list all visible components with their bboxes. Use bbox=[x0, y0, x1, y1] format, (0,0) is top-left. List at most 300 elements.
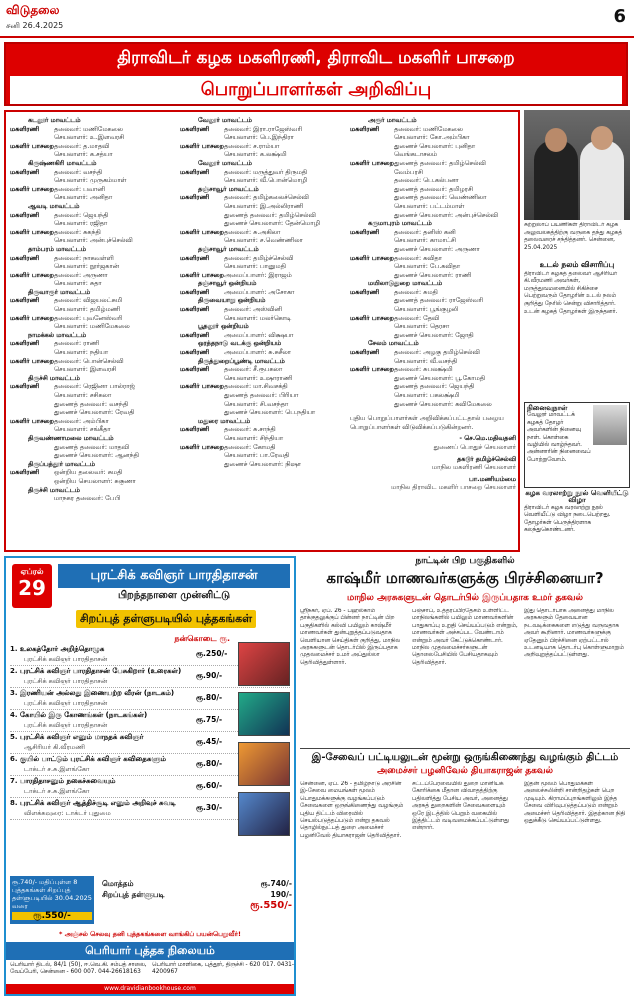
office-bearer: துணைச் செயலாளர்: ஆனந்தி bbox=[54, 451, 139, 460]
office-bearer: செயலாளர்: மலர்கொடி bbox=[224, 313, 292, 322]
list-item bbox=[10, 382, 176, 391]
signatory-title: துணைப் பொதுச் செயலாளர் bbox=[433, 442, 516, 451]
wing-label: மகளிரணி bbox=[10, 167, 40, 176]
office-bearer-lists bbox=[4, 110, 520, 552]
office-bearer: அமைப்பாளர்: இராஜம் bbox=[224, 270, 292, 279]
office-bearer: செயலாளர்: சங்கீதா bbox=[54, 425, 111, 434]
list-item bbox=[350, 357, 516, 366]
shop-address-2: பெரியார் மாளிகை, புத்தூர், திருச்சி - 620 017. 0431-4200967 bbox=[152, 962, 294, 976]
list-item bbox=[350, 365, 516, 374]
list-item bbox=[350, 391, 516, 400]
district-heading: கிருஷ்ணகிரி மாவட்டம் bbox=[28, 158, 97, 167]
wing-label: மகளிரணி bbox=[180, 365, 210, 374]
wing-label bbox=[10, 193, 54, 202]
news-photo bbox=[524, 110, 630, 220]
wing-label: மகளிர் பாசறை bbox=[180, 442, 224, 451]
book-number: 6. bbox=[10, 755, 18, 763]
list-item bbox=[10, 228, 176, 237]
wing-label bbox=[180, 408, 224, 417]
wing-label: மகளிர் பாசறை bbox=[10, 227, 54, 236]
list-item bbox=[180, 314, 346, 323]
signatory-name: பா.மணியம்மை bbox=[469, 474, 516, 483]
list-item bbox=[10, 176, 176, 185]
office-bearer: செயலாளர்: தமிழ்மணி bbox=[54, 305, 121, 314]
office-bearer: செயலாளர்: பட்டம்மாள் bbox=[394, 201, 465, 210]
book-author: விளக்கவுரை: டாக்டர் புதுமை bbox=[24, 809, 111, 817]
office-bearer: தலைவர்: சுமதி bbox=[394, 287, 438, 296]
list-item bbox=[350, 168, 516, 177]
book-title: இரணியன் அல்லது இணையற்ற வீரன் (நாடகம்) bbox=[20, 689, 175, 697]
wing-label bbox=[350, 245, 394, 254]
book-cover bbox=[238, 792, 290, 836]
office-bearer: செயலாளர்: அனிதா bbox=[54, 193, 113, 202]
wing-label bbox=[180, 434, 224, 443]
office-bearer: செயலாளர்: பூங்குழலி bbox=[394, 305, 459, 314]
office-bearer: தலைவர்: அருணா bbox=[54, 270, 108, 279]
office-bearer: துணைச் செயலாளர்: நிஷா bbox=[224, 459, 301, 468]
office-bearer: துணைத் தலைவர்: தமிழ்செல்வி bbox=[394, 158, 486, 167]
book-advertisement bbox=[4, 556, 296, 996]
ad-offer-title: சிறப்புத் தள்ளுபடியில் புத்தகங்கள் bbox=[76, 610, 256, 628]
wing-label: மகளிர் பாசறை bbox=[350, 313, 394, 322]
wing-label bbox=[10, 494, 54, 503]
book-author: ஆசிரியர் கி.வீரமணி bbox=[24, 743, 85, 751]
wing-label bbox=[180, 236, 224, 245]
list-item bbox=[350, 228, 516, 237]
ad-notice: * அஞ்சல் செலவு தனி புத்தகங்களை வாங்கிப் பயன்பெறுவீர்! bbox=[59, 930, 241, 938]
list-item bbox=[180, 228, 346, 237]
book-number: 7. bbox=[10, 777, 18, 785]
list-item bbox=[10, 193, 176, 202]
list-item bbox=[350, 382, 516, 391]
news-column: இது தொடர்பாக அனைத்து மாநில அரசுகளும் தேவையான நடவடிக்கைகளை எடுத்து வருவதாக அவர் கூறினார். மாணவர்களுக்கு ஏதேனும் பிரச்சினை ஏற்பட்டால் உடனடியாக தொடர்பு கொள்ளுமாறும் அறிவுறுத்தப்பட்டுள்ளது. bbox=[524, 608, 624, 659]
book-number: 4. bbox=[10, 711, 18, 719]
wing-label bbox=[350, 211, 394, 220]
list-item bbox=[10, 142, 176, 151]
obituary-title: நினைவுநாள் bbox=[527, 404, 568, 412]
office-bearer: தலைவர்: சுகந்தி bbox=[54, 227, 101, 236]
wing-label bbox=[10, 236, 54, 245]
district-heading: ஒரத்தநாடு வடக்கு ஒன்றியம் bbox=[198, 339, 282, 348]
office-bearer: வேம்பரசி bbox=[394, 167, 423, 176]
office-bearer: தலைவர்: ஜெயந்தி bbox=[54, 210, 109, 219]
list-item bbox=[350, 305, 516, 314]
wing-label: மகளிரணி bbox=[10, 253, 40, 262]
wing-label bbox=[350, 271, 394, 280]
office-bearer: செயலாளர்: சி.வசந்தா bbox=[224, 399, 289, 408]
district-heading: சேலம் மாவட்டம் bbox=[368, 339, 419, 348]
list-item bbox=[180, 202, 346, 211]
list-item bbox=[350, 150, 516, 159]
list-item bbox=[350, 331, 516, 340]
wing-label bbox=[350, 305, 394, 314]
list-item bbox=[10, 254, 176, 263]
total-label: மொத்தம் bbox=[102, 879, 134, 888]
news-body bbox=[300, 608, 630, 746]
wing-label: மகளிரணி bbox=[10, 382, 40, 391]
list-item bbox=[350, 374, 516, 383]
list-item bbox=[350, 193, 516, 202]
wing-label bbox=[10, 408, 54, 417]
ad-date-badge bbox=[12, 564, 52, 608]
list-column-3 bbox=[350, 116, 516, 548]
wing-label bbox=[180, 133, 224, 142]
book-author: புரட்சிக் கவிஞர் பாரதிதாசன் bbox=[24, 699, 108, 707]
district-heading: வேலூர் மாவட்டம் bbox=[198, 116, 252, 124]
list-item bbox=[10, 211, 176, 220]
news-headline-2: இ-சேவைப் பட்டியலுடன் மூன்று ஒருங்கிணைந்து வழங்கும் திட்டம் bbox=[300, 748, 630, 764]
office-bearer: துணைச் செயலாளர்: புனிதா bbox=[394, 141, 476, 150]
book-price: ரூ.30/- bbox=[196, 803, 223, 812]
list-item bbox=[180, 288, 346, 297]
wing-label bbox=[350, 202, 394, 211]
office-bearer: ஒன்றிய தலைவர்: சுமதி bbox=[54, 468, 123, 477]
book-title: புரட்சிக் கவிஞர் ஆத்திச்சூடி எனும் அறிவுச் சுவடி bbox=[20, 799, 176, 807]
list-item bbox=[350, 211, 516, 220]
list-item bbox=[180, 460, 346, 469]
list-item bbox=[180, 262, 346, 271]
office-bearer: ஒன்றிய செயலாளர்: சுகுணா bbox=[54, 476, 136, 485]
total-value: ரூ.740/- bbox=[260, 879, 292, 888]
signatory-name: தகடூர் தமிழ்ச்செல்வி bbox=[457, 454, 516, 463]
office-bearer: தலைவர்: சீ.ரூபகலா bbox=[224, 365, 283, 374]
office-bearer: செயலாளர்: வீ.வசந்தி bbox=[394, 356, 458, 365]
list-item bbox=[180, 382, 346, 391]
office-bearer: தலைவர்: தனிஸ் கனி bbox=[394, 227, 456, 236]
news-column: ஸ்ரீநகர், ஏப். 26 - பஹல்காம் தாக்குதலுக்குப் பின்னர் நாட்டின் பிற பகுதிகளில் கல்வி பயிலும் காஷ்மீர் மாணவர்கள் துன்புறுத்தப்படுவதாக வெளியான செய்திகள் குறித்து, மாநில அரசுகளுடன் தொடர்பில் இருப்பதாக முதலமைச்சர் உமர் அப்துல்லா தெரிவித்துள்ளார். bbox=[300, 608, 401, 666]
office-bearer: செயலாளர்: ச.வெண்ணிலா bbox=[224, 236, 303, 245]
wing-label: மகளிர் பாசறை bbox=[10, 270, 54, 279]
news-kicker: நாட்டின் பிற பகுதிகளில் bbox=[415, 556, 515, 566]
list-item bbox=[350, 322, 516, 331]
list-item bbox=[350, 176, 516, 185]
wing-label: மகளிர் பாசறை bbox=[180, 141, 224, 150]
wing-label: மகளிரணி bbox=[10, 339, 40, 348]
wing-label: மகளிர் பாசறை bbox=[180, 382, 224, 391]
wing-label: மகளிரணி bbox=[180, 124, 210, 133]
wing-label: மகளிரணி bbox=[10, 296, 40, 305]
list-item bbox=[180, 236, 346, 245]
office-bearer: துணைச் செயலாளர்: அருணா bbox=[394, 244, 480, 253]
list-item bbox=[350, 254, 516, 263]
office-bearer: செயலாளர்: நூர்ஜகான் bbox=[54, 262, 119, 271]
district-heading: திருவாரூர் மாவட்டம் bbox=[28, 287, 91, 296]
offer-price: ரூ.550/- bbox=[12, 912, 92, 920]
wing-label bbox=[10, 279, 54, 288]
office-bearer: அமைப்பாளர்: சு.சுசீலா bbox=[224, 348, 291, 357]
wing-label bbox=[350, 150, 394, 159]
office-bearer: செயலாளர்: சுதா bbox=[54, 279, 102, 288]
obituary-text: வேலூர் மாவட்டக் கழகத் தோழர் அவர்களின் நினைவு நாள். கொள்கை வழியில் வாழ்ந்தவர். அன்னாரின் நினைவைப் போற்றுவோம். bbox=[527, 412, 591, 463]
list-column-1 bbox=[10, 116, 176, 548]
wing-label: மகளிர் பாசறை bbox=[350, 365, 394, 374]
final-price: ரூ.550/- bbox=[250, 900, 292, 911]
wing-label: மகளிரணி bbox=[10, 210, 40, 219]
office-bearer: தலைவர்: மணிமேகலை bbox=[54, 124, 123, 133]
news-column: இதன் மூலம் பொதுமக்கள் அலைச்சலின்றி சான்றிதழ்கள் பெற முடியும். கிராமப்புறங்களிலும் இந்த சேவை விரிவுபடுத்தப்படும் என்றும் அமைச்சர் தெரிவித்தார். இதற்கான நிதி ஒதுக்கீடு செய்யப்பட்டுள்ளது. bbox=[524, 781, 626, 825]
office-bearer: துணைத் தலைவர்: வெண்ணிலா bbox=[394, 193, 487, 202]
wing-label: மகளிர் பாசறை bbox=[180, 270, 224, 279]
office-bearer: தலைவர்: அஸ்வினி bbox=[224, 305, 283, 314]
signatory-name: - செ.மெ.மதிவதனி bbox=[459, 434, 516, 443]
wing-label bbox=[350, 262, 394, 271]
book-number: 5. bbox=[10, 733, 18, 741]
district-heading: மயிலாடுதுறை மாவட்டம் bbox=[368, 279, 443, 288]
office-bearer: செயலாளர்: அன்புச்செல்வி bbox=[54, 236, 133, 245]
list-item bbox=[10, 425, 176, 434]
news-subheadline: மாநில அரசுகளுடன் தொடர்பில் இருப்பதாக உமர் தகவல் bbox=[346, 593, 584, 603]
discount-value: 190/- bbox=[270, 890, 292, 899]
office-bearer: செயலாளர்: மணிமேகலை bbox=[54, 322, 130, 331]
side-news bbox=[524, 222, 630, 316]
office-bearer: தலைவர்: கவிதா bbox=[394, 253, 443, 262]
office-bearer: துணைத் தலைவர்: தமிழரசி bbox=[394, 184, 473, 193]
offer-text: ரூ.740/- மதிப்புள்ள 8 புத்தகங்கள் சிறப்புத் தள்ளுபடியில் 30.04.2025 வரை bbox=[12, 878, 92, 910]
wing-label bbox=[10, 176, 54, 185]
book-author: புரட்சிக் கவிஞர் பாரதிதாசன் bbox=[24, 677, 108, 685]
news-column: பஞ்சாப், உத்தரப்பிரதேசம் உள்ளிட்ட மாநிலங்களில் பயிலும் மாணவர்களின் பாதுகாப்பு உறுதி செய்யப்படும் என்றும், மாணவர்கள் அச்சப்பட வேண்டாம் என்றும் அவர் கேட்டுக்கொண்டார். மாநில முதலமைச்சர்களுடன் தொலைபேசியில் பேசியதாகவும் தெரிவித்தார். bbox=[412, 608, 518, 666]
news-column: சட்டப்பேரவையில் துறை மானியக் கோரிக்கை மீதான விவாதத்திற்கு பதிலளித்து பேசிய அவர், அனைத்து அரசுத் துறைகளின் சேவைகளையும் ஒரே இடத்தில் பெறும் வகையில் இத்திட்டம் வடிவமைக்கப்பட்டுள்ளது என்றார். bbox=[412, 781, 510, 832]
list-item bbox=[180, 425, 346, 434]
book-number: 8. bbox=[10, 799, 18, 807]
list-item bbox=[350, 262, 516, 271]
book-author: டாக்டர் ச.சு.இளங்கோ bbox=[24, 765, 90, 773]
list-item bbox=[180, 133, 346, 142]
office-bearer: தலைவர்: வசந்தி bbox=[54, 167, 103, 176]
list-item bbox=[350, 296, 516, 305]
wing-label: மகளிரணி bbox=[180, 425, 210, 434]
wing-label: மகளிரணி bbox=[350, 124, 380, 133]
list-item bbox=[180, 408, 346, 417]
list-item bbox=[10, 305, 176, 314]
list-item bbox=[10, 339, 176, 348]
office-bearer: தலைவர்: மா.சிவசக்தி bbox=[224, 382, 288, 391]
office-bearer: தலைவர்: பெ.கல்பனா bbox=[394, 176, 459, 185]
office-bearer: துணைச் செயலாளர்: ரேவதி bbox=[54, 408, 135, 417]
office-bearer: துணைச் செயலாளர்: கவிமேகலை bbox=[394, 399, 492, 408]
district-heading: ஆவடி மாவட்டம் bbox=[28, 201, 80, 210]
office-bearer: தலைவர்: அம்பிகா bbox=[54, 416, 109, 425]
office-bearer: தலைவர்: இரா.ராஜேஸ்வரி bbox=[224, 124, 303, 133]
book-covers bbox=[238, 642, 290, 842]
office-bearer: தலைவர்: தேவி bbox=[394, 313, 440, 322]
wing-label bbox=[180, 219, 224, 228]
side-paragraph-2: திராவிடர் கழக வரலாற்று நூல் வெளியீட்டு விழா நடைபெற்றது. தோழர்கள் பெருந்திரளாக கலந்துகொண்டனர். bbox=[524, 504, 611, 534]
list-item bbox=[10, 468, 176, 477]
shop-address-1: பெரியார் திடல், 84/1 (50), ஈ.வெ.கி. சம்பத் சாலை, வேப்பேரி, சென்னை - 600 007. 044-26618163 bbox=[10, 962, 147, 976]
photo-caption: சுற்றுலாப் பயணிகள் திராவிடர் கழக அலுவலகத்திற்கு வருகை தந்து கழகத் தலைவரைச் சந்தித்தனர். சென்னை, 25.04.2025 bbox=[524, 222, 623, 251]
district-heading: நாமக்கல் மாவட்டம் bbox=[28, 330, 87, 339]
wing-label bbox=[180, 314, 224, 323]
ad-subtitle: பிறந்தநாளை முன்னிட்டு bbox=[117, 590, 231, 601]
wing-label: மகளிரணி bbox=[10, 124, 40, 133]
wing-label bbox=[10, 425, 54, 434]
book-author: டாக்டர் ச.சு.இளங்கோ bbox=[24, 787, 90, 795]
office-bearer: செயலாளர்: க.சத்யா bbox=[54, 150, 113, 159]
book-price: ரூ.80/- bbox=[196, 693, 223, 702]
wing-label bbox=[10, 477, 54, 486]
shop-addresses bbox=[10, 962, 294, 976]
wing-label bbox=[10, 150, 54, 159]
office-bearer: செயலாளர்: க.லக்ஷ்மி bbox=[224, 150, 287, 159]
masthead bbox=[0, 0, 634, 38]
book-cover bbox=[238, 692, 290, 736]
district-heading: பூதலூர் ஒன்றியம் bbox=[198, 322, 249, 331]
office-bearer: தலைவர்: விஜயலட்சுமி bbox=[54, 296, 123, 305]
list-item bbox=[10, 219, 176, 228]
book-author: புரட்சிக் கவிஞர் பாரதிதாசன் bbox=[24, 655, 108, 663]
side-heading-2: கழக வரலாற்று நூல் வெளியீட்டு விழா bbox=[525, 490, 629, 505]
office-bearer: தலைவர்: பொன்செல்வி bbox=[54, 356, 124, 365]
list-item bbox=[10, 357, 176, 366]
office-bearer: தலைவர்: தமிழ்ச்செல்வி bbox=[224, 253, 294, 262]
wing-label: மகளிர் பாசறை bbox=[350, 253, 394, 262]
wing-label: மகளிர் பாசறை bbox=[10, 356, 54, 365]
office-bearer: செயலாளர்: கோ.அம்பிகா bbox=[394, 133, 470, 142]
wing-label bbox=[10, 133, 54, 142]
list-item bbox=[180, 211, 346, 220]
office-bearer: துணைத் தலைவர்: பிரியா bbox=[224, 391, 299, 399]
district-heading: திருவண்ணாமலை மாவட்டம் bbox=[28, 433, 114, 442]
office-bearer: செயலாளர்: இளவரசி bbox=[54, 365, 117, 374]
office-bearer: தலைவர்: நாகவள்ளி bbox=[54, 253, 114, 262]
office-bearer: செயலாளர்: வீ.பொன்மொழி bbox=[224, 176, 308, 185]
list-column-2 bbox=[180, 116, 346, 548]
office-bearer: செயலாளர்: ரஜிதா bbox=[54, 219, 108, 228]
list-item bbox=[10, 262, 176, 271]
book-price: ரூ.45/- bbox=[196, 737, 223, 746]
list-item bbox=[350, 133, 516, 142]
wing-label bbox=[180, 374, 224, 383]
office-bearer: செயலாளர்: உஷாராணி bbox=[224, 373, 293, 382]
list-item bbox=[180, 348, 346, 357]
list-item bbox=[180, 125, 346, 134]
list-item bbox=[180, 305, 346, 314]
newspaper-name: விடுதலை bbox=[6, 3, 60, 17]
wing-label: மகளிர் பாசறை bbox=[350, 158, 394, 167]
list-item bbox=[10, 477, 176, 486]
book-title: கோயில் இரு கோணங்கள் (நாடகங்கள்) bbox=[20, 711, 148, 719]
ad-title: புரட்சிக் கவிஞர் பாரதிதாசன் bbox=[58, 564, 290, 588]
list-item bbox=[180, 331, 346, 340]
person-head bbox=[545, 128, 567, 152]
list-note: புதிய பொறுப்பாளர்கள் அறிவிக்கப்பட்டதால் பழைய பொறுப்பாளர்கள் விடுவிக்கப்படுகின்றனர். bbox=[350, 414, 504, 431]
list-item bbox=[350, 271, 516, 280]
district-heading: திருப்பத்தூர் மாவட்டம் bbox=[28, 459, 96, 468]
office-bearer: தலைவர்: ச.ராம்யா bbox=[224, 141, 280, 150]
wing-label bbox=[10, 219, 54, 228]
office-bearer: வெங்கடாசலம் bbox=[394, 150, 438, 159]
wing-label: மகளிரணி bbox=[180, 253, 210, 262]
office-bearer: துணைச் செயலாளர்: தேன்மொழி bbox=[224, 219, 320, 228]
office-bearer: தலைவர்: சுபலக்ஷ்மி bbox=[394, 365, 453, 374]
office-bearer: தலைவர்: அழகு தமிழ்செல்வி bbox=[394, 348, 480, 357]
discount-label: சிறப்புத் தள்ளுபடி bbox=[102, 890, 165, 899]
wing-label: மகளிரணி bbox=[180, 330, 210, 339]
list-item bbox=[10, 391, 176, 400]
shop-website[interactable]: www.dravidianbookhouse.com bbox=[6, 984, 294, 994]
wing-label bbox=[350, 400, 394, 409]
district-heading: தஞ்சாவூர் ஒன்றியம் bbox=[198, 279, 257, 288]
offer-box bbox=[10, 876, 94, 924]
office-bearer: செயலாளர்: பா.ரேவதி bbox=[224, 451, 290, 460]
news-headline: காஷ்மீர் மாணவர்களுக்கு பிரச்சினையா? bbox=[326, 569, 604, 587]
district-heading: மதுரை மாவட்டம் bbox=[198, 416, 251, 425]
list-item bbox=[350, 245, 516, 254]
wing-label bbox=[350, 142, 394, 151]
wing-label bbox=[350, 168, 394, 177]
list-item bbox=[10, 400, 176, 409]
wing-label: மகளிரணி bbox=[180, 287, 210, 296]
list-item bbox=[10, 417, 176, 426]
office-bearer: தலைவர்: சு.சாந்தி bbox=[224, 425, 276, 434]
district-heading: தஞ்சாவூர் மாவட்டம் bbox=[198, 184, 259, 193]
list-item bbox=[350, 348, 516, 357]
side-news-2 bbox=[524, 490, 630, 552]
list-item bbox=[180, 150, 346, 159]
book-number: 1. bbox=[10, 645, 18, 653]
wing-label bbox=[350, 193, 394, 202]
list-item bbox=[350, 400, 516, 409]
book-title: உலகத்தோர் அறிந்தொழுக bbox=[20, 645, 105, 653]
district-heading: திருச்சி மாவட்டம் bbox=[28, 485, 80, 494]
wing-label bbox=[10, 262, 54, 271]
list-item bbox=[180, 219, 346, 228]
list-item bbox=[180, 374, 346, 383]
wing-label bbox=[350, 185, 394, 194]
wing-label bbox=[10, 443, 54, 452]
office-bearer: தலைவர்: மணிமேகலை bbox=[394, 124, 463, 133]
wing-label bbox=[350, 176, 394, 185]
wing-label: மகளிர் பாசறை bbox=[10, 141, 54, 150]
district-heading: திருத்துறைப்பூண்டி மாவட்டம் bbox=[198, 356, 285, 365]
list-item bbox=[10, 314, 176, 323]
office-bearer: செயலாளர்: உ.இளவரசி bbox=[54, 133, 125, 142]
price-summary bbox=[102, 878, 292, 911]
book-author: புரட்சிக் கவிஞர் பாரதிதாசன் bbox=[24, 721, 108, 729]
list-item bbox=[180, 168, 346, 177]
signatory-title: மாநில மகளிரணி செயலாளர் bbox=[432, 463, 516, 472]
person-figure bbox=[580, 140, 624, 220]
office-bearer: துணைச் செயலாளர்: பெ.நதியா bbox=[224, 408, 316, 417]
ad-day: 29 bbox=[18, 576, 46, 600]
office-bearer: தலைவர்: ராணி bbox=[54, 339, 100, 348]
portrait-photo bbox=[593, 405, 627, 445]
wing-label bbox=[180, 391, 224, 400]
wing-label bbox=[10, 391, 54, 400]
list-item bbox=[350, 125, 516, 134]
office-bearer: துணைச் செயலாளர்: பூ.கோமதி bbox=[394, 373, 485, 382]
book-price: ரூ.60/- bbox=[196, 781, 223, 790]
wing-label bbox=[180, 202, 224, 211]
list-item bbox=[10, 125, 176, 134]
list-item bbox=[180, 443, 346, 452]
office-bearer: செயலாளர்: தெரசா bbox=[394, 322, 450, 331]
list-item bbox=[10, 451, 176, 460]
list-item bbox=[180, 176, 346, 185]
office-bearer: செயலாளர்: பகலக்ஷ்மி bbox=[394, 391, 460, 399]
news-body-2 bbox=[300, 781, 630, 981]
banner-subtitle: பொறுப்பாளர்கள் அறிவிப்பு bbox=[10, 76, 622, 104]
list-item bbox=[180, 400, 346, 409]
list-item bbox=[10, 494, 176, 503]
list-item bbox=[10, 322, 176, 331]
wing-label: மகளிர் பாசறை bbox=[10, 184, 54, 193]
wing-label bbox=[350, 296, 394, 305]
office-bearer: தலைவர்: கோமதி bbox=[224, 442, 276, 451]
book-price: ரூ.90/- bbox=[196, 671, 223, 680]
news-column: சென்னை, ஏப். 26 - தமிழ்நாடு அரசின் இ-சேவை மையங்கள் மூலம் பொதுமக்களுக்கு வழங்கப்படும் சேவைகளை ஒருங்கிணைந்து வழங்கும் புதிய திட்டம் விரைவில் செயல்படுத்தப்படும் என்று தகவல் தொழில்நுட்பத் துறை அமைச்சர் பழனிவேல் தியாகராஜன் தெரிவித்தார். bbox=[300, 781, 404, 839]
